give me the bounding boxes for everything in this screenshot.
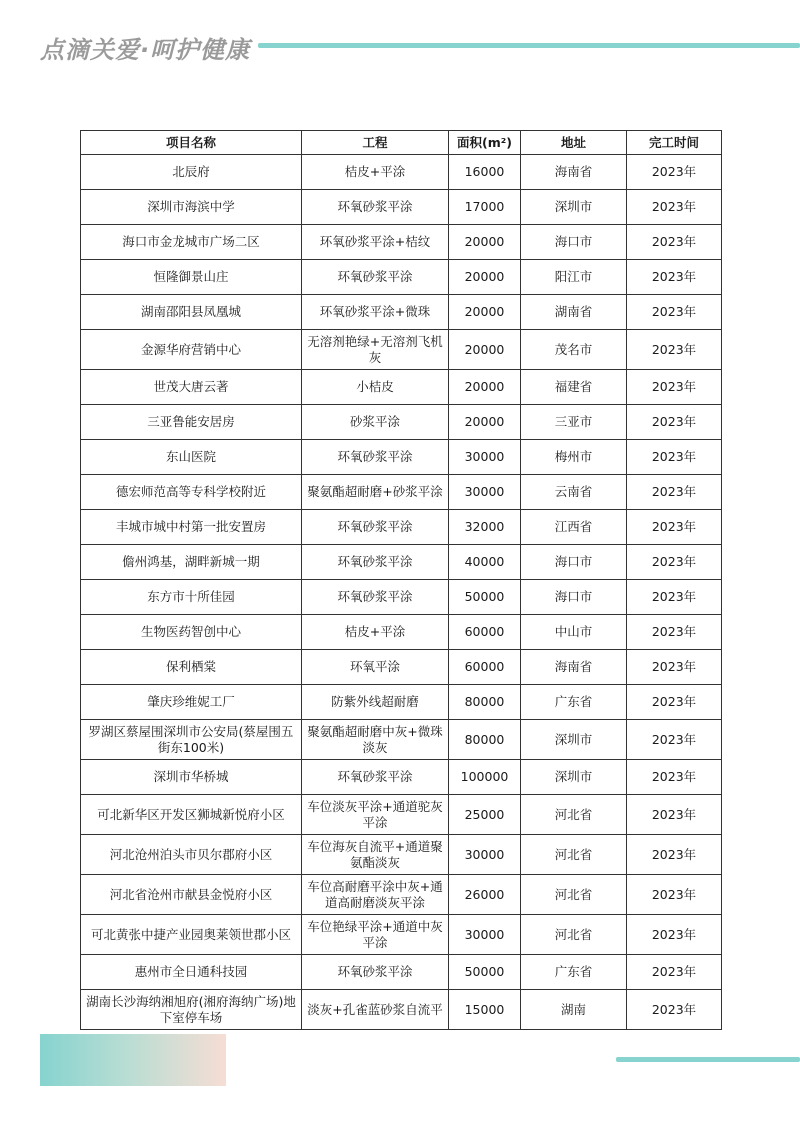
cell-completion-time: 2023年 bbox=[627, 225, 722, 260]
cell-engineering: 环氧砂浆平涂 bbox=[302, 955, 449, 990]
cell-engineering: 环氧砂浆平涂 bbox=[302, 440, 449, 475]
cell-engineering: 车位高耐磨平涂中灰+通道高耐磨淡灰平涂 bbox=[302, 875, 449, 915]
cell-address: 茂名市 bbox=[521, 330, 627, 370]
cell-address: 海南省 bbox=[521, 650, 627, 685]
table-row bbox=[81, 260, 722, 295]
cell-completion-time: 2023年 bbox=[627, 475, 722, 510]
cell-engineering: 聚氨酯超耐磨+砂浆平涂 bbox=[302, 475, 449, 510]
cell-address: 河北省 bbox=[521, 795, 627, 835]
cell-engineering: 环氧砂浆平涂 bbox=[302, 580, 449, 615]
cell-engineering: 环氧平涂 bbox=[302, 650, 449, 685]
cell-area: 30000 bbox=[449, 835, 521, 875]
page-header-title: 点滴关爱·呵护健康 bbox=[40, 36, 251, 64]
table-row bbox=[81, 955, 722, 990]
cell-project-name: 罗湖区蔡屋围深圳市公安局(蔡屋围五街东100米) bbox=[81, 720, 302, 760]
table-row bbox=[81, 225, 722, 260]
table-row bbox=[81, 510, 722, 545]
cell-completion-time: 2023年 bbox=[627, 615, 722, 650]
cell-area: 20000 bbox=[449, 330, 521, 370]
table-row bbox=[81, 440, 722, 475]
footer-gradient-block bbox=[40, 1034, 226, 1086]
cell-area: 20000 bbox=[449, 225, 521, 260]
cell-project-name: 深圳市华桥城 bbox=[81, 760, 302, 795]
cell-completion-time: 2023年 bbox=[627, 545, 722, 580]
cell-engineering: 环氧砂浆平涂 bbox=[302, 190, 449, 225]
cell-project-name: 世茂大唐云著 bbox=[81, 370, 302, 405]
cell-address: 福建省 bbox=[521, 370, 627, 405]
cell-address: 河北省 bbox=[521, 915, 627, 955]
cell-completion-time: 2023年 bbox=[627, 760, 722, 795]
cell-address: 江西省 bbox=[521, 510, 627, 545]
cell-area: 100000 bbox=[449, 760, 521, 795]
cell-completion-time: 2023年 bbox=[627, 915, 722, 955]
cell-engineering: 车位海灰自流平+通道聚氨酯淡灰 bbox=[302, 835, 449, 875]
cell-address: 深圳市 bbox=[521, 760, 627, 795]
cell-address: 三亚市 bbox=[521, 405, 627, 440]
cell-project-name: 深圳市海滨中学 bbox=[81, 190, 302, 225]
table-row bbox=[81, 685, 722, 720]
table-row bbox=[81, 760, 722, 795]
cell-address: 广东省 bbox=[521, 955, 627, 990]
column-header-project-name: 项目名称 bbox=[81, 131, 302, 155]
table-row bbox=[81, 155, 722, 190]
cell-completion-time: 2023年 bbox=[627, 440, 722, 475]
cell-project-name: 肇庆珍维妮工厂 bbox=[81, 685, 302, 720]
cell-completion-time: 2023年 bbox=[627, 260, 722, 295]
cell-completion-time: 2023年 bbox=[627, 510, 722, 545]
cell-engineering: 环氧砂浆平涂 bbox=[302, 760, 449, 795]
table-row bbox=[81, 615, 722, 650]
cell-project-name: 丰城市城中村第一批安置房 bbox=[81, 510, 302, 545]
cell-engineering: 桔皮+平涂 bbox=[302, 155, 449, 190]
column-header-completion-time: 完工时间 bbox=[627, 131, 722, 155]
table-row bbox=[81, 720, 722, 760]
cell-area: 20000 bbox=[449, 295, 521, 330]
cell-engineering: 环氧砂浆平涂+微珠 bbox=[302, 295, 449, 330]
cell-area: 32000 bbox=[449, 510, 521, 545]
cell-address: 湖南省 bbox=[521, 295, 627, 330]
cell-area: 30000 bbox=[449, 440, 521, 475]
cell-address: 海口市 bbox=[521, 580, 627, 615]
cell-engineering: 环氧砂浆平涂 bbox=[302, 545, 449, 580]
cell-completion-time: 2023年 bbox=[627, 370, 722, 405]
cell-completion-time: 2023年 bbox=[627, 685, 722, 720]
table-row bbox=[81, 795, 722, 835]
cell-project-name: 生物医药智创中心 bbox=[81, 615, 302, 650]
cell-project-name: 可北黄张中捷产业园奥莱领世郡小区 bbox=[81, 915, 302, 955]
cell-area: 40000 bbox=[449, 545, 521, 580]
table-header-row bbox=[81, 131, 722, 155]
cell-completion-time: 2023年 bbox=[627, 955, 722, 990]
table-row bbox=[81, 580, 722, 615]
table-body bbox=[81, 155, 722, 1030]
cell-area: 30000 bbox=[449, 475, 521, 510]
cell-project-name: 东山医院 bbox=[81, 440, 302, 475]
cell-address: 湖南 bbox=[521, 990, 627, 1030]
cell-project-name: 湖南长沙海纳湘旭府(湘府海纳广场)地下室停车场 bbox=[81, 990, 302, 1030]
cell-engineering: 无溶剂艳绿+无溶剂飞机灰 bbox=[302, 330, 449, 370]
table-row bbox=[81, 370, 722, 405]
cell-project-name: 惠州市全日通科技园 bbox=[81, 955, 302, 990]
table-row bbox=[81, 545, 722, 580]
cell-project-name: 河北省沧州市献县金悦府小区 bbox=[81, 875, 302, 915]
cell-project-name: 北辰府 bbox=[81, 155, 302, 190]
cell-area: 25000 bbox=[449, 795, 521, 835]
cell-area: 20000 bbox=[449, 405, 521, 440]
cell-completion-time: 2023年 bbox=[627, 155, 722, 190]
cell-address: 云南省 bbox=[521, 475, 627, 510]
cell-engineering: 桔皮+平涂 bbox=[302, 615, 449, 650]
cell-area: 50000 bbox=[449, 955, 521, 990]
cell-project-name: 可北新华区开发区狮城新悦府小区 bbox=[81, 795, 302, 835]
table-row bbox=[81, 190, 722, 225]
cell-area: 20000 bbox=[449, 370, 521, 405]
cell-completion-time: 2023年 bbox=[627, 795, 722, 835]
cell-completion-time: 2023年 bbox=[627, 295, 722, 330]
cell-engineering: 砂浆平涂 bbox=[302, 405, 449, 440]
cell-completion-time: 2023年 bbox=[627, 330, 722, 370]
cell-address: 梅州市 bbox=[521, 440, 627, 475]
cell-area: 15000 bbox=[449, 990, 521, 1030]
cell-area: 80000 bbox=[449, 685, 521, 720]
cell-project-name: 三亚鲁能安居房 bbox=[81, 405, 302, 440]
cell-project-name: 德宏师范高等专科学校附近 bbox=[81, 475, 302, 510]
cell-completion-time: 2023年 bbox=[627, 405, 722, 440]
cell-project-name: 恒隆御景山庄 bbox=[81, 260, 302, 295]
cell-engineering: 淡灰+孔雀蓝砂浆自流平 bbox=[302, 990, 449, 1030]
cell-completion-time: 2023年 bbox=[627, 580, 722, 615]
cell-completion-time: 2023年 bbox=[627, 720, 722, 760]
cell-project-name: 湖南邵阳县凤凰城 bbox=[81, 295, 302, 330]
table-row bbox=[81, 990, 722, 1030]
column-header-area: 面积(m²) bbox=[449, 131, 521, 155]
cell-area: 60000 bbox=[449, 650, 521, 685]
cell-project-name: 东方市十所佳园 bbox=[81, 580, 302, 615]
table-row bbox=[81, 650, 722, 685]
cell-area: 50000 bbox=[449, 580, 521, 615]
cell-address: 阳江市 bbox=[521, 260, 627, 295]
footer-accent-line bbox=[616, 1057, 800, 1062]
cell-project-name: 保利栖棠 bbox=[81, 650, 302, 685]
cell-area: 20000 bbox=[449, 260, 521, 295]
table-row bbox=[81, 405, 722, 440]
cell-engineering: 防紫外线超耐磨 bbox=[302, 685, 449, 720]
cell-completion-time: 2023年 bbox=[627, 990, 722, 1030]
table-row bbox=[81, 330, 722, 370]
column-header-address: 地址 bbox=[521, 131, 627, 155]
cell-project-name: 儋州鸿基，湖畔新城一期 bbox=[81, 545, 302, 580]
table-row bbox=[81, 295, 722, 330]
cell-completion-time: 2023年 bbox=[627, 190, 722, 225]
cell-engineering: 环氧砂浆平涂 bbox=[302, 510, 449, 545]
cell-completion-time: 2023年 bbox=[627, 875, 722, 915]
cell-address: 广东省 bbox=[521, 685, 627, 720]
cell-engineering: 车位淡灰平涂+通道驼灰平涂 bbox=[302, 795, 449, 835]
projects-table bbox=[80, 130, 722, 1030]
cell-area: 16000 bbox=[449, 155, 521, 190]
cell-address: 河北省 bbox=[521, 835, 627, 875]
cell-engineering: 车位艳绿平涂+通道中灰平涂 bbox=[302, 915, 449, 955]
cell-area: 26000 bbox=[449, 875, 521, 915]
cell-project-name: 海口市金龙城市广场二区 bbox=[81, 225, 302, 260]
cell-engineering: 环氧砂浆平涂 bbox=[302, 260, 449, 295]
cell-address: 海口市 bbox=[521, 225, 627, 260]
cell-area: 60000 bbox=[449, 615, 521, 650]
cell-address: 海口市 bbox=[521, 545, 627, 580]
table-row bbox=[81, 875, 722, 915]
cell-address: 海南省 bbox=[521, 155, 627, 190]
cell-engineering: 小桔皮 bbox=[302, 370, 449, 405]
cell-area: 30000 bbox=[449, 915, 521, 955]
cell-area: 80000 bbox=[449, 720, 521, 760]
cell-address: 河北省 bbox=[521, 875, 627, 915]
table-row bbox=[81, 915, 722, 955]
cell-completion-time: 2023年 bbox=[627, 835, 722, 875]
table-row bbox=[81, 475, 722, 510]
cell-address: 深圳市 bbox=[521, 720, 627, 760]
header-accent-line bbox=[258, 43, 800, 48]
cell-engineering: 聚氨酯超耐磨中灰+微珠淡灰 bbox=[302, 720, 449, 760]
column-header-engineering: 工程 bbox=[302, 131, 449, 155]
cell-area: 17000 bbox=[449, 190, 521, 225]
cell-address: 中山市 bbox=[521, 615, 627, 650]
cell-completion-time: 2023年 bbox=[627, 650, 722, 685]
cell-project-name: 河北沧州泊头市贝尔郡府小区 bbox=[81, 835, 302, 875]
cell-address: 深圳市 bbox=[521, 190, 627, 225]
table-row bbox=[81, 835, 722, 875]
cell-engineering: 环氧砂浆平涂+桔纹 bbox=[302, 225, 449, 260]
cell-project-name: 金源华府营销中心 bbox=[81, 330, 302, 370]
